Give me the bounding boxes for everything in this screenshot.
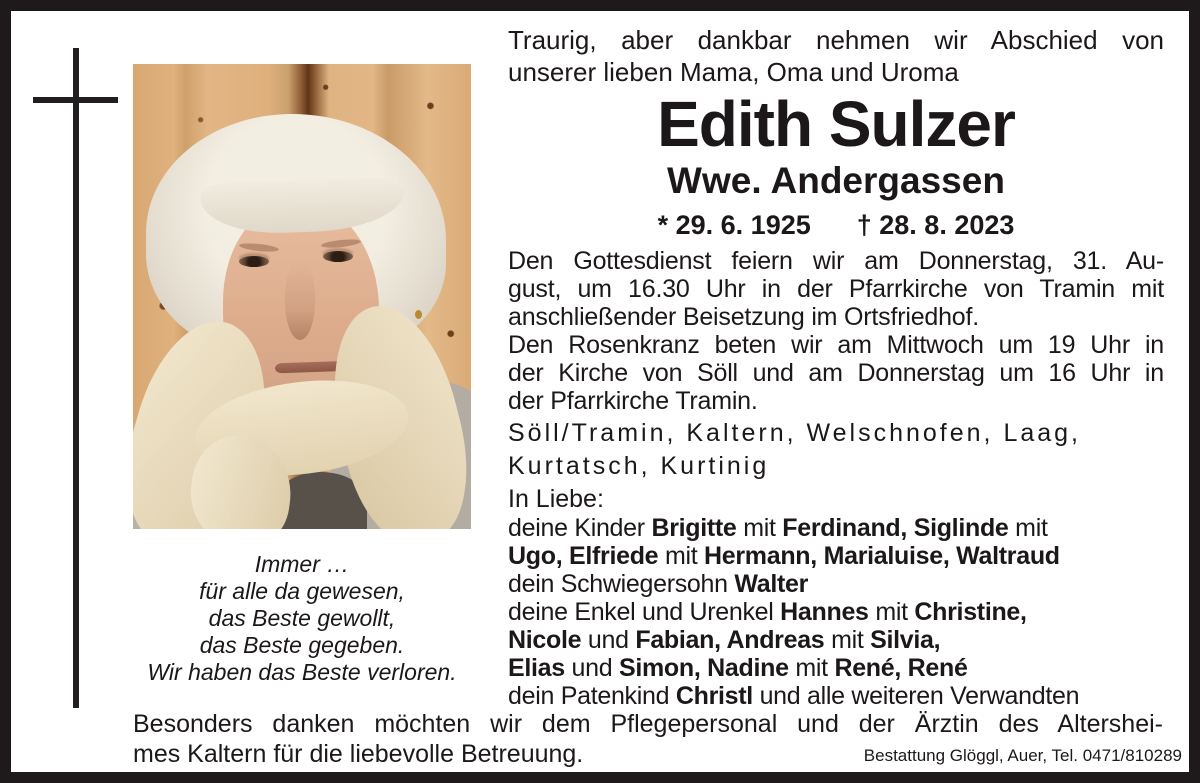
- service-line: der Kirche von Söll und am Donnerstag um 16 Uhr in: [508, 359, 1164, 387]
- poem-line: Wir haben das Beste verloren.: [147, 659, 457, 685]
- birth-date: * 29. 6. 1925: [657, 210, 811, 240]
- family-line: Nicole und Fabian, Andreas mit Silvia,: [508, 626, 941, 654]
- thanks-line: mes Kaltern für die liebevolle Betreuung.: [133, 740, 584, 768]
- death-date: † 28. 8. 2023: [856, 210, 1015, 240]
- portrait-nose: [285, 262, 315, 340]
- intro-line: Traurig, aber dankbar nehmen wir Abschied von: [508, 25, 1164, 55]
- thanks-line: Besonders danken möchten wir dem Pflegepersonal und der Ärztin des Altershei-: [133, 710, 1163, 738]
- family-line: Elias und Simon, Nadine mit René, René: [508, 654, 968, 682]
- portrait-eye-left: [239, 256, 269, 267]
- service-line: der Pfarrkirche Tramin.: [508, 387, 758, 415]
- hometowns-line: Kurtatsch, Kurtinig: [508, 452, 770, 480]
- portrait-earring: [415, 310, 422, 319]
- family-line: dein Patenkind Christl und alle weiteren Verwandten: [508, 682, 1080, 710]
- poem-line: das Beste gegeben.: [199, 632, 405, 658]
- poem-line: das Beste gewollt,: [208, 605, 396, 631]
- family-list: [508, 514, 1164, 710]
- intro-line: unserer lieben Mama, Oma und Uroma: [508, 57, 959, 87]
- farewell-heading: In Liebe:: [508, 485, 604, 513]
- poem-line: für alle da gewesen,: [199, 578, 405, 604]
- deceased-name: Edith Sulzer: [657, 88, 1015, 160]
- family-line: Ugo, Elfriede mit Hermann, Marialuise, Waltraud: [508, 542, 1060, 570]
- family-line: dein Schwiegersohn Walter: [508, 570, 809, 598]
- hometowns-list: [508, 417, 1164, 483]
- cross-vertical-bar: [73, 48, 79, 708]
- service-line: Den Gottesdienst feiern wir am Donnerstag, 31. Au-: [508, 247, 1164, 275]
- service-announcement: [508, 247, 1164, 415]
- portrait-photo: [133, 64, 471, 529]
- family-line: deine Enkel und Urenkel Hannes mit Christine,: [508, 598, 1027, 626]
- intro-text: [508, 24, 1164, 88]
- service-line: gust, um 16.30 Uhr in der Pfarrkirche von Tramin mit: [508, 275, 1164, 303]
- memorial-poem: [122, 551, 482, 686]
- service-line: anschließender Beisetzung im Ortsfriedhof.: [508, 303, 979, 331]
- hometowns-line: Söll/Tramin, Kaltern, Welschnofen, Laag,: [508, 419, 1082, 447]
- life-dates: [508, 209, 1164, 241]
- funeral-home-credit: Bestattung Glöggl, Auer, Tel. 0471/810289: [863, 746, 1182, 765]
- poem-line: Immer …: [254, 551, 350, 577]
- cross-horizontal-bar: [33, 97, 118, 103]
- family-line: deine Kinder Brigitte mit Ferdinand, Siglinde mit: [508, 514, 1048, 542]
- portrait-eye-right: [323, 251, 353, 262]
- service-line: Den Rosenkranz beten wir am Mittwoch um 19 Uhr in: [508, 331, 1164, 359]
- deceased-widow-line: Wwe. Andergassen: [667, 160, 1005, 201]
